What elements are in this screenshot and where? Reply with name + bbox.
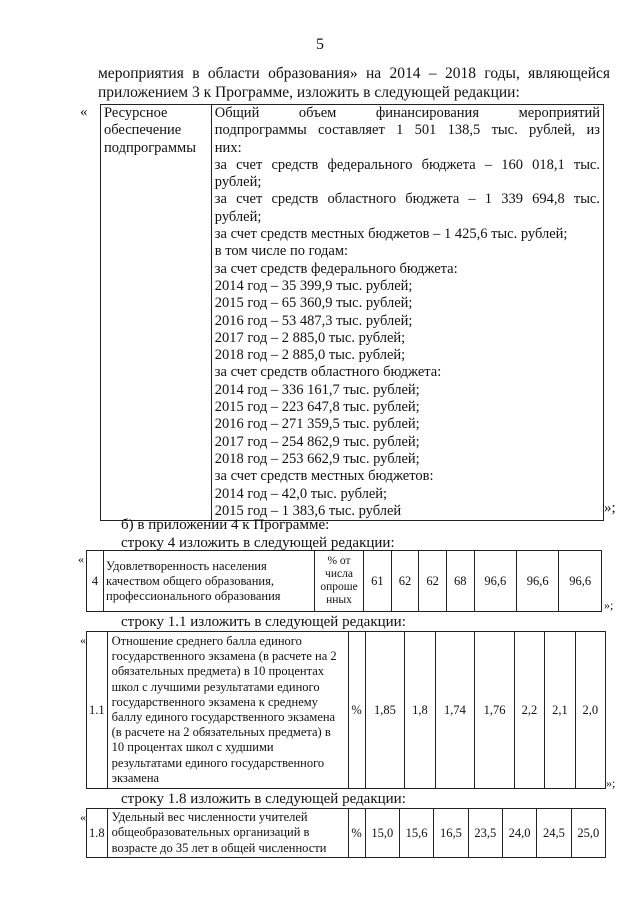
row-number: 4 — [87, 551, 104, 612]
content-line: 2014 год – 42,0 тыс. рублей; — [214, 485, 388, 502]
table-row — [87, 551, 602, 612]
table-row — [87, 632, 606, 789]
row-value: 96,6 — [474, 551, 516, 612]
row-value: 96,6 — [559, 551, 602, 612]
paragraph-row18-heading: строку 1.8 изложить в следующей редакции: — [121, 791, 406, 807]
content-line: рублей; — [214, 174, 262, 191]
row-unit: % — [348, 632, 365, 789]
paragraph-row11-heading: строку 1.1 изложить в следующей редакции: — [121, 614, 406, 630]
row18-table — [86, 808, 606, 858]
row-value: 25,0 — [571, 809, 605, 858]
open-quote: « — [80, 104, 88, 120]
table-row — [87, 809, 606, 858]
row-text: Удельный вес численности учителей общеобразовательных организаций в возрасте до 35 лет в общей численности — [107, 809, 348, 858]
close-quote: »; — [604, 598, 614, 612]
row-value: 1,85 — [365, 632, 405, 789]
content-line: за счет средств областного бюджета – 1 339 694,8 тыс. — [214, 191, 600, 208]
row-value: 24,5 — [537, 809, 571, 858]
paragraph-b: б) в приложении 4 к Программе: — [121, 517, 330, 533]
content-line: них: — [214, 139, 242, 156]
content-line: подпрограммы составляет 1 501 138,5 тыс. рублей, из — [214, 122, 600, 139]
content-line: за счет средств местных бюджетов: — [214, 468, 434, 485]
resource-label-cell — [101, 105, 212, 521]
resource-content-cell — [211, 105, 603, 521]
intro-line: приложением 3 к Программе, изложить в следующей редакции: — [98, 84, 520, 101]
row-number: 1.8 — [87, 809, 108, 858]
row4-table — [86, 550, 602, 612]
row-value: 61 — [364, 551, 392, 612]
open-quote: « — [80, 810, 86, 824]
content-line: 2018 год – 253 662,9 тыс. рублей; — [214, 450, 420, 467]
row-value: 62 — [391, 551, 419, 612]
open-quote: « — [80, 633, 86, 647]
open-quote: « — [78, 552, 84, 566]
row-value: 2,0 — [575, 632, 605, 789]
row-value: 23,5 — [468, 809, 502, 858]
row-text: Удовлетворенность населения качеством общего образования, профессионального образования — [104, 551, 315, 612]
row-value: 16,5 — [434, 809, 468, 858]
row-value: 1,76 — [475, 632, 515, 789]
content-line: 2016 год – 53 487,3 тыс. рублей; — [214, 312, 413, 329]
content-line: за счет средств местных бюджетов – 1 425,6 тыс. рублей; — [214, 226, 568, 243]
row-value: 1,8 — [405, 632, 435, 789]
row-text: Отношение среднего балла единого государственного экзамена (в расчете на 2 обязательных предмета) в 10 процентах школ с лучшими результатами единого государственного экзамена к среднему баллу единого государственного экзамена (в расчете на 2 обязательных предмета) в 10 процентах школ с худшими результатами единого государственного экзамена — [107, 632, 348, 789]
content-line: Общий объем финансирования мероприятий — [214, 105, 600, 121]
resource-table — [100, 104, 604, 521]
row-value: 2,1 — [545, 632, 575, 789]
row-value: 96,6 — [517, 551, 559, 612]
row-value: 15,6 — [399, 809, 433, 858]
close-quote: »; — [604, 500, 616, 516]
content-line: 2014 год – 35 399,9 тыс. рублей; — [214, 277, 413, 294]
page-number: 5 — [316, 36, 324, 53]
intro-paragraph — [98, 64, 610, 102]
row-value: 1,74 — [435, 632, 475, 789]
close-quote: »; — [606, 776, 616, 790]
content-line: 2018 год – 2 885,0 тыс. рублей; — [214, 347, 406, 364]
content-line: за счет средств федерального бюджета: — [214, 260, 458, 277]
intro-line: мероприятия в области образования» на 2014 – 2018 годы, являющейся — [98, 65, 610, 82]
content-line: 2015 год – 223 647,8 тыс. рублей; — [214, 399, 420, 416]
row-unit: % от числа опроше нных — [315, 551, 364, 612]
content-line: 2014 год – 336 161,7 тыс. рублей; — [214, 381, 420, 398]
row-unit: % — [348, 809, 365, 858]
row-value: 2,2 — [514, 632, 544, 789]
row-value: 24,0 — [502, 809, 536, 858]
row-value: 15,0 — [365, 809, 399, 858]
content-line: 2015 год – 1 383,6 тыс. рублей — [214, 502, 402, 519]
content-line: 2016 год – 271 359,5 тыс. рублей; — [214, 416, 420, 433]
row-number: 1.1 — [87, 632, 108, 789]
content-line: за счет средств областного бюджета: — [214, 364, 442, 381]
content-line: рублей; — [214, 208, 262, 225]
label-line: подпрограммы — [104, 139, 196, 156]
label-line: обеспечение — [104, 122, 182, 139]
content-line: 2015 год – 65 360,9 тыс. рублей; — [214, 295, 413, 312]
content-line: 2017 год – 254 862,9 тыс. рублей; — [214, 433, 420, 450]
paragraph-row4-heading: строку 4 изложить в следующей редакции: — [121, 535, 395, 551]
content-line: 2017 год – 2 885,0 тыс. рублей; — [214, 329, 406, 346]
row-value: 62 — [419, 551, 447, 612]
content-line: в том числе по годам: — [214, 243, 349, 260]
row-value: 68 — [446, 551, 474, 612]
row11-table — [86, 631, 606, 789]
content-line: за счет средств федерального бюджета – 160 018,1 тыс. — [214, 156, 600, 173]
label-line: Ресурсное — [104, 105, 168, 121]
